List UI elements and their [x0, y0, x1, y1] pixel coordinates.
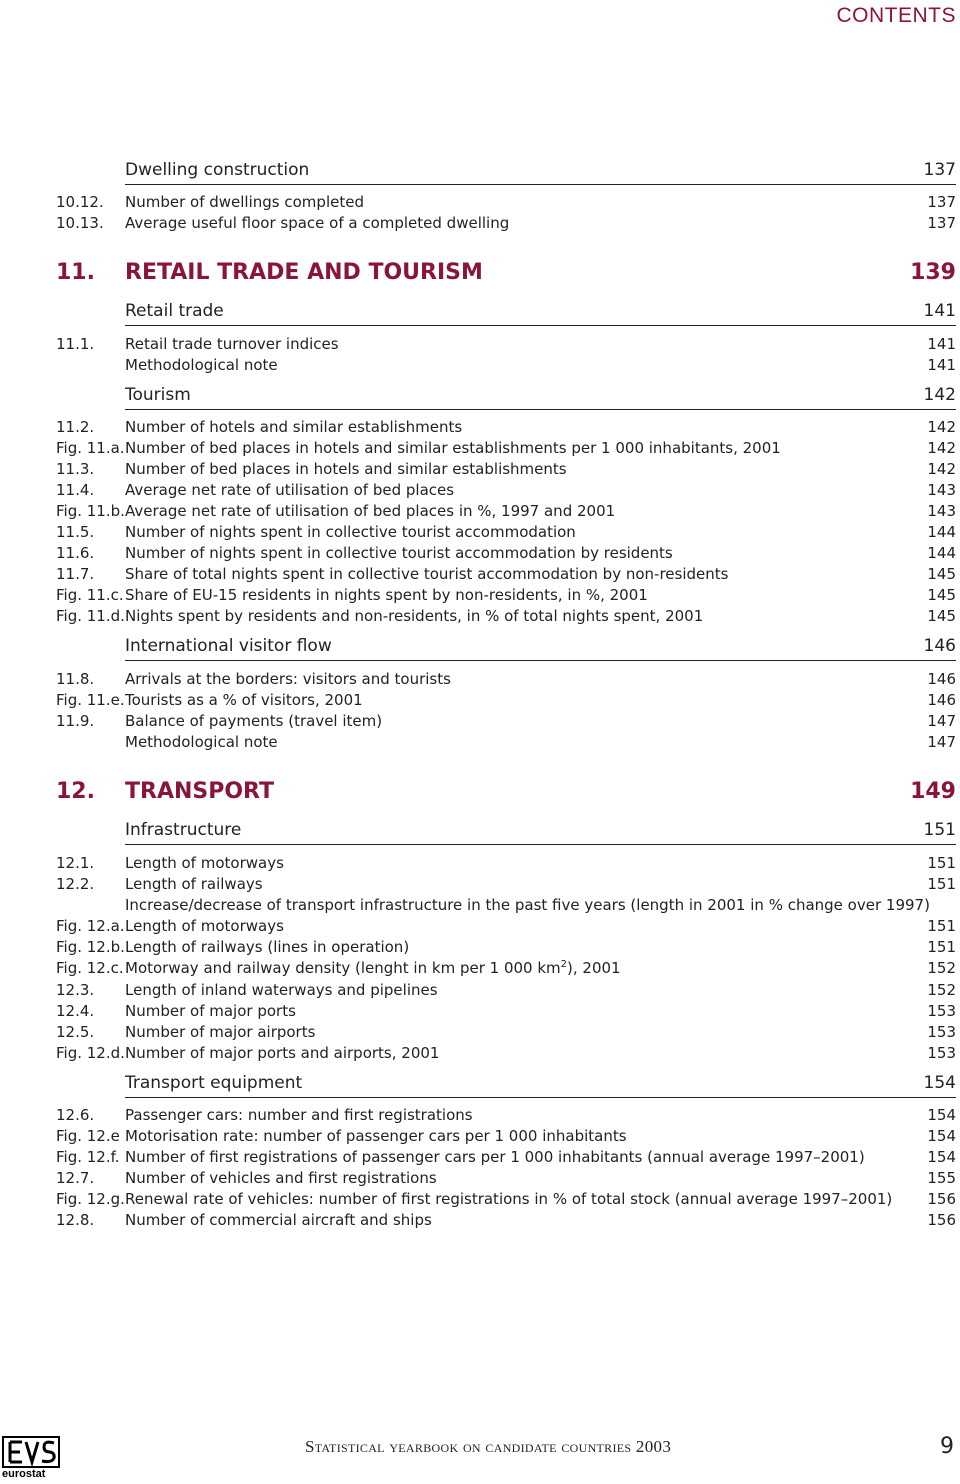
entry-number: 11.5.: [56, 523, 95, 541]
toc-entry[interactable]: [56, 917, 956, 939]
entry-title: Number of vehicles and first registrations: [125, 1169, 437, 1187]
entry-number: Fig. 11.d.: [56, 607, 125, 625]
toc-entry[interactable]: [56, 1148, 956, 1170]
entry-title: Number of major ports and airports, 2001: [125, 1044, 440, 1062]
logo-wordmark: eurostat: [2, 1468, 46, 1480]
entry-page: 155: [927, 1169, 956, 1187]
entry-title: Number of major ports: [125, 1002, 296, 1020]
entry-page: 145: [927, 586, 956, 604]
entry-number: 11.3.: [56, 460, 95, 478]
entry-title: Balance of payments (travel item): [125, 712, 383, 730]
entry-page: 156: [927, 1190, 956, 1208]
toc-entry[interactable]: [56, 1127, 956, 1149]
entry-title: Renewal rate of vehicles: number of first registrations in % of total stock (annual average 1997–2001): [125, 1190, 893, 1208]
entry-page: 154: [927, 1148, 956, 1166]
entry-page: 144: [927, 544, 956, 562]
entry-title: Share of total nights spent in collective tourist accommodation by non-residents: [125, 565, 729, 583]
toc-entry[interactable]: [56, 586, 956, 608]
entry-title: Number of hotels and similar establishments: [125, 418, 463, 436]
entry-title: Passenger cars: number and first registrations: [125, 1106, 473, 1124]
entry-title: Tourists as a % of visitors, 2001: [125, 691, 363, 709]
entry-page: 153: [927, 1023, 956, 1041]
entry-page: 153: [927, 1002, 956, 1020]
toc-entry[interactable]: [56, 981, 956, 1003]
toc-entry[interactable]: [56, 544, 956, 566]
section-page: 154: [923, 1073, 956, 1093]
entry-title: Number of dwellings completed: [125, 193, 364, 211]
entry-title: Average net rate of utilisation of bed places in %, 1997 and 2001: [125, 502, 616, 520]
chapter-heading[interactable]: [56, 779, 956, 807]
entry-title: Increase/decrease of transport infrastructure in the past five years (length in 2001 in % change over 1997): [125, 896, 930, 914]
entry-number: Fig. 11.b.: [56, 502, 125, 520]
entry-page: 147: [927, 733, 956, 751]
entry-page: 151: [927, 875, 956, 893]
page-header-title: CONTENTS: [836, 4, 956, 27]
entry-number: Fig. 11.e.: [56, 691, 125, 709]
entry-number: 11.9.: [56, 712, 95, 730]
entry-number: Fig. 12.e: [56, 1127, 120, 1145]
toc-entry[interactable]: [56, 193, 956, 215]
toc-entry[interactable]: [56, 356, 956, 378]
entry-title: Number of nights spent in collective tourist accommodation: [125, 523, 576, 541]
entry-page: 151: [927, 854, 956, 872]
entry-page: 156: [927, 1211, 956, 1229]
entry-page: 143: [927, 481, 956, 499]
toc-entry[interactable]: [56, 565, 956, 587]
entry-number: 12.5.: [56, 1023, 95, 1041]
entry-page: 142: [927, 460, 956, 478]
entry-number: Fig. 11.c.: [56, 586, 124, 604]
entry-title: Arrivals at the borders: visitors and tourists: [125, 670, 451, 688]
entry-title: Length of motorways: [125, 854, 284, 872]
toc-entry[interactable]: [56, 875, 956, 897]
section-heading[interactable]: [125, 385, 956, 410]
toc-entry[interactable]: [56, 896, 956, 918]
section-heading[interactable]: [125, 301, 956, 326]
entry-number: 10.12.: [56, 193, 104, 211]
entry-number: 12.2.: [56, 875, 95, 893]
entry-number: 12.1.: [56, 854, 95, 872]
toc-entry[interactable]: [56, 670, 956, 692]
toc-entry[interactable]: [56, 691, 956, 713]
entry-number: 12.3.: [56, 981, 95, 999]
entry-page: 146: [927, 691, 956, 709]
toc-entry[interactable]: [56, 439, 956, 461]
entry-page: 137: [927, 193, 956, 211]
entry-number: Fig. 12.c.: [56, 959, 124, 977]
toc-entry[interactable]: [56, 854, 956, 876]
entry-number: 11.7.: [56, 565, 95, 583]
page-number: 9: [940, 1434, 954, 1459]
entry-title: Average useful floor space of a completed dwelling: [125, 214, 510, 232]
toc-entry[interactable]: [56, 1023, 956, 1045]
entry-page: 142: [927, 439, 956, 457]
toc-entry[interactable]: [56, 523, 956, 545]
toc-entry[interactable]: [56, 938, 956, 960]
entry-number: Fig. 12.a.: [56, 917, 125, 935]
entry-number: 12.4.: [56, 1002, 95, 1020]
entry-page: 154: [927, 1106, 956, 1124]
section-heading[interactable]: [125, 160, 956, 185]
entry-title: Length of railways (lines in operation): [125, 938, 410, 956]
toc-entry[interactable]: [56, 607, 956, 629]
entry-number: Fig. 12.g.: [56, 1190, 125, 1208]
entry-title: Number of commercial aircraft and ships: [125, 1211, 432, 1229]
entry-page: 141: [927, 356, 956, 374]
entry-title: Number of nights spent in collective tourist accommodation by residents: [125, 544, 673, 562]
entry-number: Fig. 11.a.: [56, 439, 125, 457]
toc-entry[interactable]: [56, 1002, 956, 1024]
chapter-number: 11.: [56, 260, 95, 285]
toc-entry[interactable]: [56, 1044, 956, 1066]
section-page: 137: [923, 160, 956, 180]
toc-entry[interactable]: [56, 1190, 956, 1212]
section-page: 141: [923, 301, 956, 321]
chapter-heading[interactable]: [56, 260, 956, 288]
entry-title-text: Motorway and railway density (lenght in km per 1 000 km: [125, 959, 561, 977]
toc-entry[interactable]: [56, 481, 956, 503]
entry-page: 153: [927, 1044, 956, 1062]
entry-title: Nights spent by residents and non-residents, in % of total nights spent, 2001: [125, 607, 704, 625]
chapter-number: 12.: [56, 779, 95, 804]
toc-entry[interactable]: [56, 959, 956, 981]
entry-page: 145: [927, 565, 956, 583]
section-heading[interactable]: [125, 820, 956, 845]
section-heading[interactable]: [125, 636, 956, 661]
superscript: 2: [560, 959, 568, 970]
entry-number: 10.13.: [56, 214, 104, 232]
entry-number: 11.1.: [56, 335, 95, 353]
entry-page: 143: [927, 502, 956, 520]
entry-number: 12.7.: [56, 1169, 95, 1187]
entry-title: Number of major airports: [125, 1023, 316, 1041]
entry-page: 146: [927, 670, 956, 688]
entry-page: 151: [927, 938, 956, 956]
footer-title: Statistical yearbook on candidate countries 2003: [305, 1437, 672, 1456]
chapter-title: RETAIL TRADE AND TOURISM: [125, 260, 483, 285]
toc-entry[interactable]: [56, 335, 956, 357]
toc-entry[interactable]: [56, 1211, 956, 1233]
entry-title: Length of inland waterways and pipelines: [125, 981, 438, 999]
section-title: Dwelling construction: [125, 160, 310, 180]
toc-entry[interactable]: [56, 214, 956, 236]
section-heading[interactable]: [125, 1073, 956, 1098]
entry-title: Motorisation rate: number of passenger cars per 1 000 inhabitants: [125, 1127, 627, 1145]
section-page: 142: [923, 385, 956, 405]
toc-entry[interactable]: [56, 460, 956, 482]
entry-page: 145: [927, 607, 956, 625]
entry-title: Length of motorways: [125, 917, 284, 935]
entry-number: 11.6.: [56, 544, 95, 562]
entry-title-text-end: ), 2001: [567, 959, 621, 977]
section-title: Infrastructure: [125, 820, 242, 840]
entry-number: 11.8.: [56, 670, 95, 688]
entry-page: 152: [927, 959, 956, 977]
entry-number: 11.2.: [56, 418, 95, 436]
entry-title: Length of railways: [125, 875, 263, 893]
entry-number: Fig. 12.f.: [56, 1148, 120, 1166]
entry-page: 142: [927, 418, 956, 436]
section-title: Tourism: [125, 385, 191, 405]
entry-number: 12.8.: [56, 1211, 95, 1229]
chapter-title: TRANSPORT: [125, 779, 275, 804]
entry-page: 137: [927, 214, 956, 232]
entry-number: 11.4.: [56, 481, 95, 499]
entry-page: 151: [927, 917, 956, 935]
entry-title: Methodological note: [125, 733, 278, 751]
toc-entry[interactable]: [56, 418, 956, 440]
entry-title: Average net rate of utilisation of bed places: [125, 481, 455, 499]
entry-title: [125, 959, 621, 977]
entry-page: 147: [927, 712, 956, 730]
section-title: Transport equipment: [125, 1073, 303, 1093]
toc-entry[interactable]: [56, 1106, 956, 1128]
entry-title: Methodological note: [125, 356, 278, 374]
entry-title: Share of EU-15 residents in nights spent by non-residents, in %, 2001: [125, 586, 648, 604]
entry-title: Retail trade turnover indices: [125, 335, 339, 353]
entry-page: 154: [927, 1127, 956, 1145]
section-title: Retail trade: [125, 301, 224, 321]
toc-entry[interactable]: [56, 1169, 956, 1191]
section-page: 146: [923, 636, 956, 656]
chapter-page: 149: [910, 779, 956, 804]
entry-number: Fig. 12.b.: [56, 938, 125, 956]
entry-page: 152: [927, 981, 956, 999]
entry-title: Number of bed places in hotels and similar establishments per 1 000 inhabitants, 2001: [125, 439, 781, 457]
chapter-page: 139: [910, 260, 956, 285]
entry-page: 144: [927, 523, 956, 541]
entry-page: 141: [927, 335, 956, 353]
section-page: 151: [923, 820, 956, 840]
section-title: International visitor flow: [125, 636, 332, 656]
toc-entry[interactable]: [56, 502, 956, 524]
entry-title: Number of bed places in hotels and similar establishments: [125, 460, 567, 478]
entry-title: Number of first registrations of passenger cars per 1 000 inhabitants (annual average 1997–2001): [125, 1148, 865, 1166]
entry-number: Fig. 12.d.: [56, 1044, 125, 1062]
toc-entry[interactable]: [56, 712, 956, 734]
entry-number: 12.6.: [56, 1106, 95, 1124]
toc-entry[interactable]: [56, 733, 956, 755]
